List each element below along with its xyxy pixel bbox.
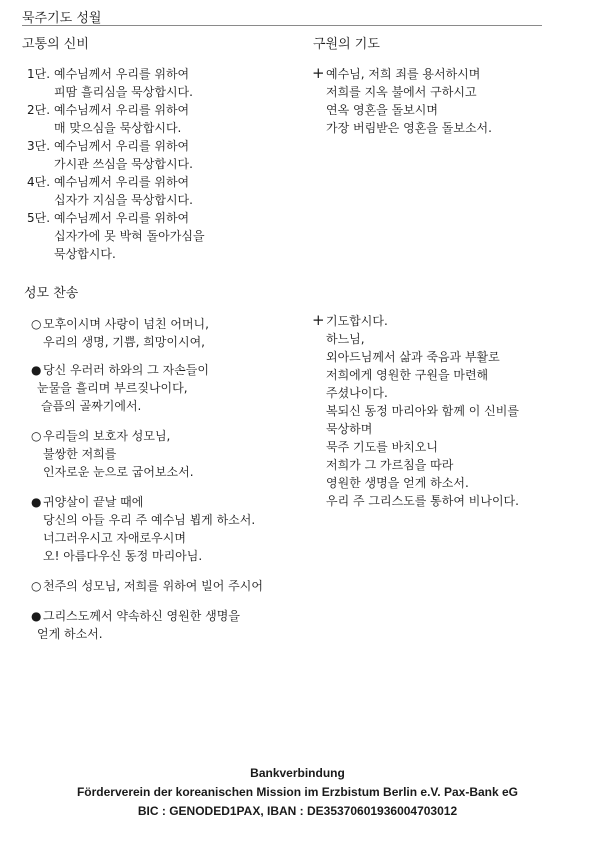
litany-line: 불쌍한 저희를: [43, 447, 117, 461]
litany-line: 너그러우시고 자애로우시며: [43, 531, 186, 545]
prayer-line: 복되신 동정 마리아와 함께 이 신비를: [326, 404, 519, 418]
decade-3: [27, 137, 193, 173]
prayer-line: 외아드님께서 삶과 죽음과 부활로: [326, 350, 500, 364]
bank-info-line: BIC : GENODED1PAX, IBAN : DE35370601936004703012: [137, 804, 458, 818]
litany-line: 천주의 성모님, 저희를 위하여 빌어 주시어: [43, 579, 263, 593]
hollow-circle-icon: ○: [31, 579, 42, 593]
litany-item-3: [31, 427, 194, 481]
filled-circle-icon: ●: [31, 609, 42, 623]
decade-number: 4단.: [27, 175, 51, 189]
decade-line: 예수님께서 우리를 위하여: [54, 103, 190, 117]
prayer-line: 묵상하며: [326, 422, 373, 436]
filled-circle-icon: ●: [31, 363, 42, 377]
prayer-line: 저희에게 영원한 구원을 마련해: [326, 368, 489, 382]
mysteries-title: 고통의 신비: [22, 37, 89, 52]
litany-line: 슬픔의 골짜기에서.: [41, 399, 142, 413]
prayer-line: 묵주 기도를 바치오니: [326, 440, 438, 454]
bank-info-line: Förderverein der koreanischen Mission im Erzbistum Berlin e.V. Pax-Bank eG: [76, 785, 519, 799]
decade-line: 묵상합시다.: [54, 247, 116, 261]
page-title: 묵주기도 성월: [22, 11, 102, 26]
decade-4: [27, 173, 193, 209]
filled-circle-icon: ●: [31, 495, 42, 509]
decade-number: 2단.: [27, 103, 51, 117]
prayer-line: 연옥 영혼을 돌보시며: [326, 103, 438, 117]
litany-line: 얻게 하소서.: [37, 627, 103, 641]
litany-title: 성모 찬송: [24, 286, 79, 301]
litany-line: 눈물을 흘리며 부르짖나이다,: [37, 381, 188, 395]
decade-5: [27, 209, 205, 263]
litany-item-6: [31, 607, 240, 643]
prayer-line: 하느님,: [326, 332, 365, 346]
decade-number: 5단.: [27, 211, 51, 225]
litany-item-2: [31, 361, 209, 415]
cross-icon: +: [312, 64, 325, 82]
cross-icon: +: [312, 311, 325, 329]
litany-line: 당신 우러러 하와의 그 자손들이: [43, 363, 209, 377]
hollow-circle-icon: ○: [31, 317, 42, 331]
decade-line: 십자가에 못 박혀 돌아가심을: [54, 229, 205, 243]
decade-line: 예수님께서 우리를 위하여: [54, 139, 190, 153]
prayer-line: 기도합시다.: [326, 314, 388, 328]
litany-line: 인자로운 눈으로 굽어보소서.: [43, 465, 194, 479]
litany-line: 우리의 생명, 기쁨, 희망이시여,: [43, 335, 205, 349]
hollow-circle-icon: ○: [31, 429, 42, 443]
litany-line: 그리스도께서 약속하신 영원한 생명을: [43, 609, 240, 623]
litany-item-5: [31, 577, 263, 595]
litany-item-4: [31, 493, 255, 565]
decade-number: 1단.: [27, 67, 51, 81]
decade-line: 예수님께서 우리를 위하여: [54, 175, 190, 189]
prayer-line: 우리 주 그리스도를 통하여 비나이다.: [326, 494, 519, 508]
decade-line: 피땀 흘리심을 묵상합시다.: [54, 85, 193, 99]
decade-1: [27, 65, 193, 101]
prayer-line: 저희를 지옥 불에서 구하시고: [326, 85, 477, 99]
prayer-line: 예수님, 저희 죄를 용서하시며: [326, 67, 481, 81]
page-header: [22, 7, 542, 26]
salvation-prayer: [312, 64, 492, 137]
litany-line: 당신의 아들 우리 주 예수님 뵙게 하소서.: [43, 513, 256, 527]
salvation-prayer-title: 구원의 기도: [313, 37, 380, 52]
litany-item-1: [31, 315, 209, 351]
prayer-line: 영원한 생명을 얻게 하소서.: [326, 476, 469, 490]
decade-line: 십자가 지심을 묵상합시다.: [54, 193, 193, 207]
prayer-line: 가장 버림받은 영혼을 돌보소서.: [326, 121, 492, 135]
bank-info-heading: Bankverbindung: [250, 766, 345, 780]
litany-line: 우리들의 보호자 성모님,: [43, 429, 171, 443]
bank-info-footer: [0, 764, 595, 821]
decade-2: [27, 101, 189, 137]
litany-line: 귀양살이 끝날 때에: [43, 495, 144, 509]
decade-number: 3단.: [27, 139, 51, 153]
litany-line: 모후이시며 사랑이 넘친 어머니,: [43, 317, 209, 331]
decade-line: 예수님께서 우리를 위하여: [54, 211, 190, 225]
litany-line: 오! 아름다우신 동정 마리아님.: [43, 549, 203, 563]
closing-prayer: [312, 311, 519, 510]
decade-line: 가시관 쓰심을 묵상합시다.: [54, 157, 193, 171]
prayer-line: 저희가 그 가르침을 따라: [326, 458, 454, 472]
decade-line: 매 맞으심을 묵상합시다.: [54, 121, 182, 135]
prayer-line: 주셨나이다.: [326, 386, 388, 400]
decade-line: 예수님께서 우리를 위하여: [54, 67, 190, 81]
